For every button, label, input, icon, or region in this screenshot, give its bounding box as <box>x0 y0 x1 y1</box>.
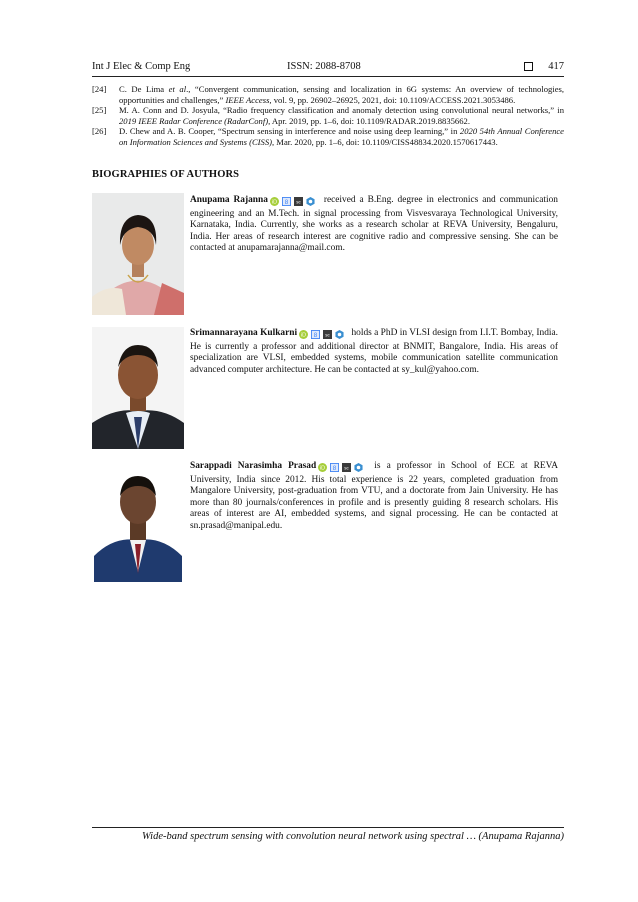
author-name: Srimannarayana Kulkarni <box>190 328 298 338</box>
profile-icons <box>270 197 318 209</box>
author-bio <box>190 461 558 532</box>
publons-icon[interactable] <box>335 330 344 339</box>
reference-number: [26] <box>92 126 107 137</box>
orcid-icon[interactable] <box>318 463 327 472</box>
author-bio-text: received a B.Eng. degree in electronics and communication engineering and an M.Tech. in signal processing from Visvesvaraya Technological University, Karnataka, India. Currently, she works as a research scholar at REVA University, Bengaluru, India. Her areas of research interest are cognitive radio and compressive sensing. She can be contacted at anupamarajanna@mail.com. <box>190 195 558 253</box>
profile-icons <box>318 463 366 475</box>
author-bio <box>190 328 558 376</box>
svg-text:8: 8 <box>284 199 289 207</box>
svg-text:8: 8 <box>332 465 337 473</box>
reference-number: [24] <box>92 84 107 94</box>
issn: ISSN: 2088-8708 <box>287 61 361 72</box>
svg-text:sc: sc <box>296 199 301 205</box>
svg-text:iD: iD <box>320 465 326 472</box>
reference-text: M. A. Conn and D. Josyula, “Radio frequency classification and anomaly detection using convolutional neural networks,” in 2019 IEEE Radar Conference (RadarConf), Apr. 2019, pp. 1–6, doi: 10.1109/RADAR.2019.8835662. <box>119 105 564 126</box>
scholar-icon[interactable] <box>311 330 320 339</box>
scopus-icon[interactable] <box>323 330 332 339</box>
svg-text:8: 8 <box>313 332 318 340</box>
author-photo <box>92 327 184 449</box>
running-footer: Wide-band spectrum sensing with convolution neural network using spectral … (Anupama Rajanna) <box>142 831 564 842</box>
orcid-icon[interactable] <box>299 330 308 339</box>
reference-item <box>92 105 564 126</box>
reference-list <box>92 84 564 148</box>
author-photo <box>92 460 184 582</box>
checkbox-square-icon <box>524 62 533 71</box>
reference-text: C. De Lima et al., “Convergent communication, sensing and localization in 6G systems: An overview of technologies, opportunities and challenges,” IEEE Access, vol. 9, pp. 26902–26925, 2021, doi: 10.1109/ACCESS.2021.3053486. <box>119 84 564 105</box>
scholar-icon[interactable] <box>282 197 291 206</box>
reference-item <box>92 126 564 147</box>
reference-item <box>92 84 564 105</box>
author-bio <box>190 195 558 255</box>
reference-text: D. Chew and A. B. Cooper, “Spectrum sensing in interference and noise using deep learning,” in 2020 54th Annual Conference on Information Sciences and Systems (CISS), Mar. 2020, pp. 1–6, doi: 10.1109/CISS48834.2020.1570617443. <box>119 126 564 147</box>
reference-number: [25] <box>92 105 107 116</box>
section-title: BIOGRAPHIES OF AUTHORS <box>92 169 240 180</box>
scholar-icon[interactable] <box>330 463 339 472</box>
journal-name: Int J Elec & Comp Eng <box>92 61 191 72</box>
author-bio-text: is a professor in School of ECE at REVA University, India since 2012. His total experience is 22 years, completed graduation from Mangalore University, post-graduation from VTU, and a doctorate from Jain University. He has more than 80 journals/conferences in profile and is presently guiding 8 research scholars. His areas of interest are AI, embedded systems, and signal processing. He can be contacted at sn.prasad@manipal.edu. <box>190 461 558 531</box>
page-number: 417 <box>548 61 564 72</box>
scopus-icon[interactable] <box>294 197 303 206</box>
svg-text:iD: iD <box>301 332 307 339</box>
profile-icons <box>299 330 347 342</box>
footer-rule <box>92 827 564 828</box>
scopus-icon[interactable] <box>342 463 351 472</box>
publons-icon[interactable] <box>354 463 363 472</box>
orcid-icon[interactable] <box>270 197 279 206</box>
publons-icon[interactable] <box>306 197 315 206</box>
author-photo <box>92 193 184 315</box>
author-name: Sarappadi Narasimha Prasad <box>190 461 317 471</box>
running-header <box>92 60 564 77</box>
svg-text:sc: sc <box>344 465 349 471</box>
author-bio-text: holds a PhD in VLSI design from I.I.T. Bombay, India. He is currently a professor and additional director at BNMIT, Bangalore, India. His areas of specialization are VLSI, embedded systems, mobile communication satellite communication advanced computer architecture. He can be contacted at sy_kul@yahoo.com. <box>190 328 559 375</box>
author-name: Anupama Rajanna <box>190 195 268 205</box>
svg-text:sc: sc <box>325 332 330 338</box>
svg-text:iD: iD <box>271 199 277 206</box>
